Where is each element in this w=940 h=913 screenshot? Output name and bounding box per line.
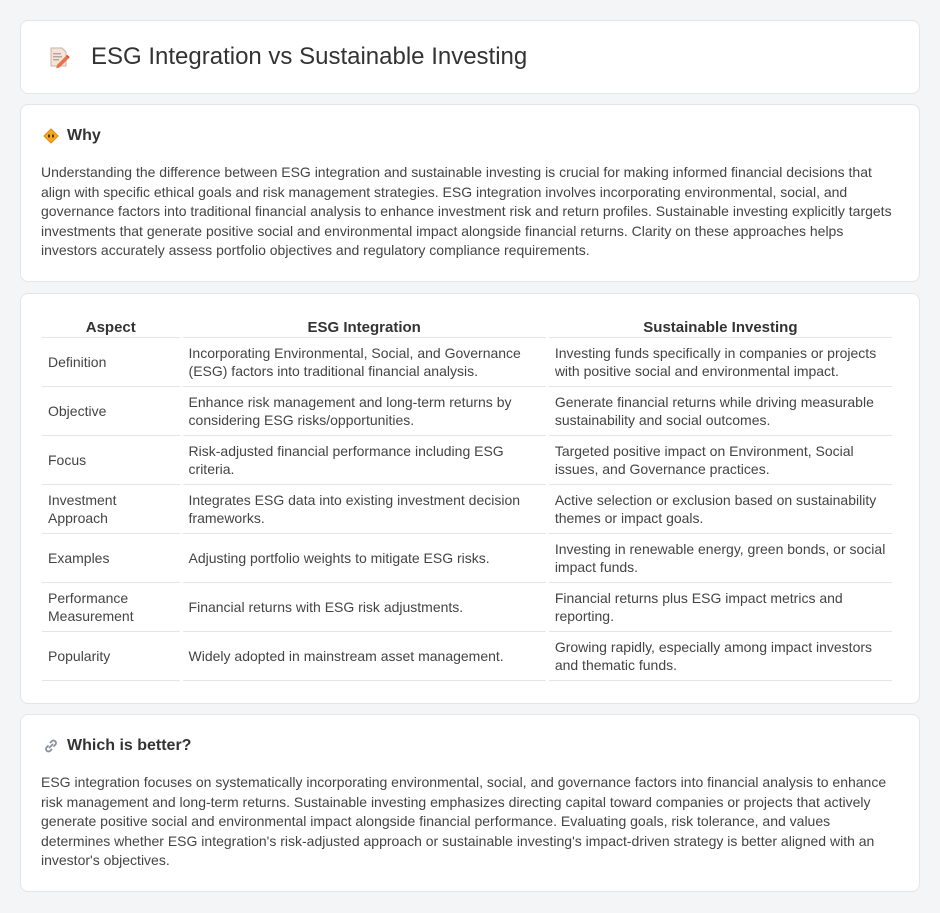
document-edit-icon	[47, 45, 71, 69]
table-cell-esg: Financial returns with ESG risk adjustments.	[183, 583, 546, 632]
column-header: ESG Integration	[183, 314, 546, 338]
table-cell-sustainable: Financial returns plus ESG impact metrics and reporting.	[549, 583, 892, 632]
header-card	[20, 20, 920, 94]
column-header: Aspect	[42, 314, 180, 338]
page-title: ESG Integration vs Sustainable Investing	[91, 43, 528, 70]
table-row	[42, 485, 892, 534]
table-row	[42, 436, 892, 485]
comparison-table	[39, 314, 895, 681]
table-cell-aspect: Examples	[42, 534, 180, 583]
column-header: Sustainable Investing	[549, 314, 892, 338]
table-cell-sustainable: Growing rapidly, especially among impact investors and thematic funds.	[549, 632, 892, 681]
section-title-why: Why	[67, 127, 101, 144]
table-header-row	[42, 314, 892, 338]
table-cell-esg: Integrates ESG data into existing investment decision frameworks.	[183, 485, 546, 534]
table-row	[42, 583, 892, 632]
table-cell-esg: Adjusting portfolio weights to mitigate ESG risks.	[183, 534, 546, 583]
table-row	[42, 534, 892, 583]
which-is-better-text: ESG integration focuses on systematically incorporating environmental, social, and governance factors into financial analysis to enhance risk management and long-term returns. Sustainable investing emphasizes directing capital toward companies or projects that actively generate positive social and environmental impact alongside financial performance. Evaluating goals, risk tolerance, and values determines whether ESG integration's risk-adjusted approach or sustainable investing's impact-driven strategy is better aligned with an investor's objectives.	[41, 774, 887, 869]
table-cell-aspect: Popularity	[42, 632, 180, 681]
table-cell-aspect: Performance Measurement	[42, 583, 180, 632]
table-row	[42, 338, 892, 387]
table-row	[42, 387, 892, 436]
table-cell-aspect: Objective	[42, 387, 180, 436]
table-cell-esg: Widely adopted in mainstream asset management.	[183, 632, 546, 681]
table-cell-esg: Enhance risk management and long-term returns by considering ESG risks/opportunities.	[183, 387, 546, 436]
table-cell-esg: Incorporating Environmental, Social, and Governance (ESG) factors into traditional financial analysis.	[183, 338, 546, 387]
table-cell-sustainable: Investing funds specifically in companies or projects with positive social and environmental impact.	[549, 338, 892, 387]
table-cell-sustainable: Active selection or exclusion based on sustainability themes or impact goals.	[549, 485, 892, 534]
diamond-sign-icon	[43, 128, 59, 144]
why-section	[20, 104, 920, 282]
link-icon	[43, 738, 59, 754]
table-cell-aspect: Focus	[42, 436, 180, 485]
why-text: Understanding the difference between ESG integration and sustainable investing is crucial for making informed financial decisions that align with specific ethical goals and risk management strategies. ESG integration involves incorporating environmental, social, and governance factors into traditional financial analysis to enhance investment risk and return profiles. Sustainable investing explicitly targets investments that generate positive social and environmental impact alongside financial returns. Clarity on these approaches helps investors accurately assess portfolio objectives and regulatory compliance requirements.	[41, 164, 892, 259]
comparison-table-card	[20, 293, 920, 704]
table-row	[42, 632, 892, 681]
table-cell-aspect: Definition	[42, 338, 180, 387]
table-cell-sustainable: Targeted positive impact on Environment, Social issues, and Governance practices.	[549, 436, 892, 485]
table-cell-aspect: Investment Approach	[42, 485, 180, 534]
table-cell-sustainable: Generate financial returns while driving measurable sustainability and social outcomes.	[549, 387, 892, 436]
table-cell-esg: Risk-adjusted financial performance including ESG criteria.	[183, 436, 546, 485]
section-title-which-is-better: Which is better?	[67, 737, 192, 754]
which-is-better-section	[20, 714, 920, 892]
table-cell-sustainable: Investing in renewable energy, green bonds, or social impact funds.	[549, 534, 892, 583]
